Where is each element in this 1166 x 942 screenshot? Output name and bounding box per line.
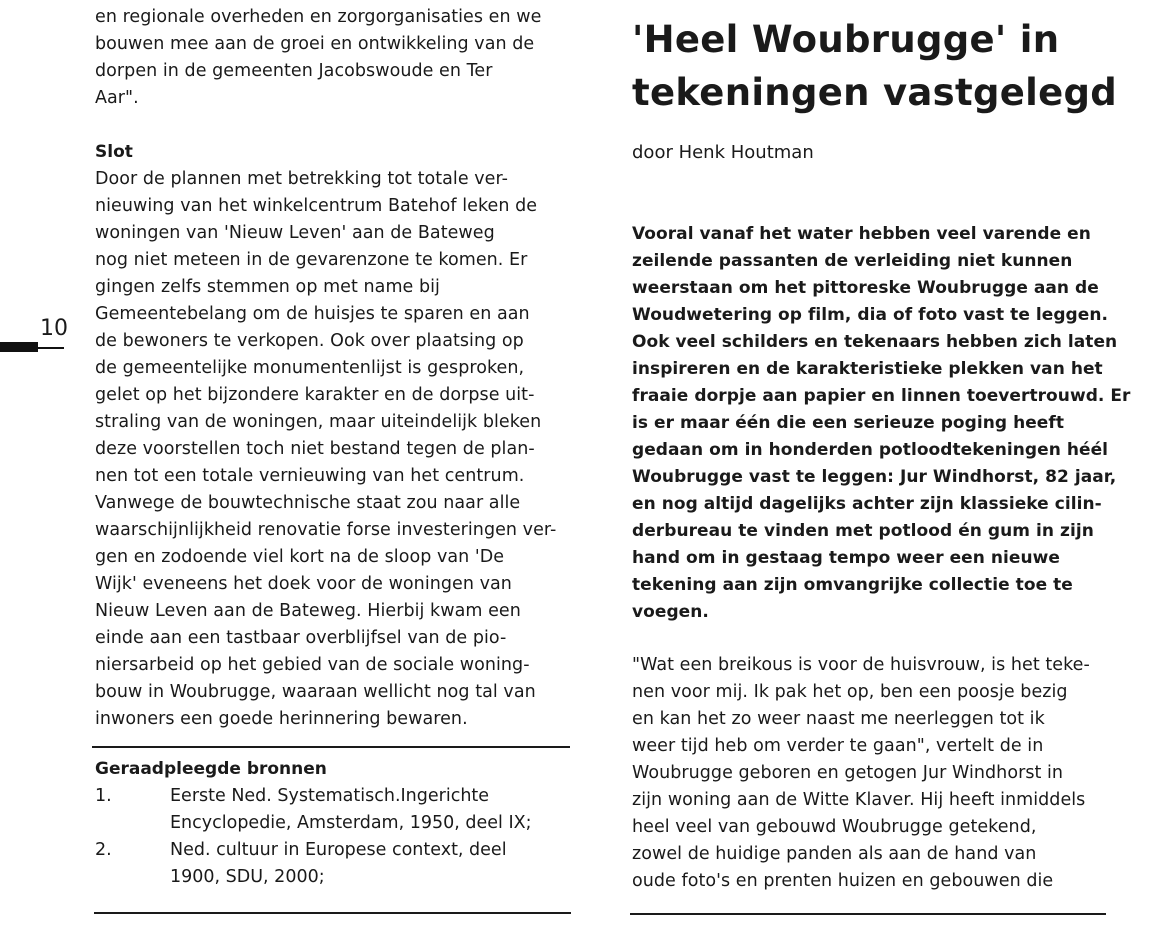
source-number: 2.: [95, 840, 112, 860]
left-intro-paragraph: [95, 4, 571, 112]
lead-paragraph: [632, 221, 1131, 626]
text-line: tekening aan zijn omvangrijke collectie toe te: [632, 575, 1073, 595]
text-line: Door de plannen met betrekking tot totale ver-: [95, 169, 508, 189]
source-line: Ned. cultuur in Europese context, deel: [170, 840, 507, 860]
text-line: inwoners een goede herinnering bewaren.: [95, 709, 468, 729]
text-line: Vooral vanaf het water hebben veel varende en: [632, 224, 1091, 244]
text-line: weer tijd heb om verder te gaan", vertelt de in: [632, 736, 1044, 756]
text-line: hand om in gestaag tempo weer een nieuwe: [632, 548, 1060, 568]
source-number: 1.: [95, 786, 112, 806]
text-line: nen tot een totale vernieuwing van het centrum.: [95, 466, 525, 486]
text-line: niersarbeid op het gebied van de sociale woning-: [95, 655, 530, 675]
page-marker-bar: [0, 342, 38, 352]
sources-list: [95, 783, 571, 891]
bottom-divider-right: [630, 913, 1106, 915]
text-line: Vanwege de bouwtechnische staat zou naar alle: [95, 493, 521, 513]
body-paragraph: [632, 652, 1108, 895]
text-line: einde aan een tastbaar overblijfsel van de pio-: [95, 628, 507, 648]
text-line: nog niet meteen in de gevarenzone te komen. Er: [95, 250, 528, 270]
text-line: is er maar één die een serieuze poging heeft: [632, 413, 1065, 433]
text-line: zowel de huidige panden als aan de hand van: [632, 844, 1037, 864]
text-line: woningen van 'Nieuw Leven' aan de Bateweg: [95, 223, 495, 243]
text-line: bouwen mee aan de groei en ontwikkeling van de: [95, 34, 535, 54]
source-item: [95, 837, 571, 891]
text-line: deze voorstellen toch niet bestand tegen de plan-: [95, 439, 535, 459]
bottom-divider-left: [94, 912, 571, 914]
text-line: Ook veel schilders en tekenaars hebben zich laten: [632, 332, 1118, 352]
page-number: 10: [40, 316, 68, 341]
text-line: dorpen in de gemeenten Jacobswoude en Ter: [95, 61, 493, 81]
text-line: Aar".: [95, 88, 139, 108]
text-line: gingen zelfs stemmen op met name bij: [95, 277, 440, 297]
section-divider: [92, 746, 570, 748]
text-line: derbureau te vinden met potlood én gum in zijn: [632, 521, 1094, 541]
text-line: nen voor mij. Ik pak het op, ben een poosje bezig: [632, 682, 1068, 702]
text-line: waarschijnlijkheid renovatie forse investeringen ver-: [95, 520, 557, 540]
text-line: de bewoners te verkopen. Ook over plaatsing op: [95, 331, 524, 351]
text-line: Woudwetering op film, dia of foto vast te leggen.: [632, 305, 1109, 325]
slot-heading: Slot: [95, 142, 133, 162]
text-line: nieuwing van het winkelcentrum Batehof leken de: [95, 196, 538, 216]
text-line: heel veel van gebouwd Woubrugge getekend,: [632, 817, 1037, 837]
article-title: [632, 12, 1117, 118]
text-line: zijn woning aan de Witte Klaver. Hij heeft inmiddels: [632, 790, 1086, 810]
sources-heading: Geraadpleegde bronnen: [95, 759, 327, 779]
slot-paragraph: [95, 166, 571, 733]
source-line: Encyclopedie, Amsterdam, 1950, deel IX;: [170, 813, 532, 833]
text-line: voegen.: [632, 602, 709, 622]
text-line: bouw in Woubrugge, waaraan wellicht nog tal van: [95, 682, 536, 702]
text-line: gen en zodoende viel kort na de sloop van 'De: [95, 547, 505, 567]
title-line: tekeningen vastgelegd: [632, 71, 1118, 114]
text-line: straling van de woningen, maar uiteindelijk bleken: [95, 412, 542, 432]
text-line: "Wat een breikous is voor de huisvrouw, is het teke-: [632, 655, 1090, 675]
source-line: 1900, SDU, 2000;: [170, 867, 325, 887]
text-line: gedaan om in honderden potloodtekeningen héél: [632, 440, 1109, 460]
title-line: 'Heel Woubrugge' in: [632, 18, 1060, 61]
text-line: Woubrugge geboren en getogen Jur Windhorst in: [632, 763, 1064, 783]
text-line: zeilende passanten de verleiding niet kunnen: [632, 251, 1073, 271]
text-line: fraaie dorpje aan papier en linnen toevertrouwd. Er: [632, 386, 1131, 406]
text-line: en kan het zo weer naast me neerleggen tot ik: [632, 709, 1045, 729]
text-line: oude foto's en prenten huizen en gebouwen die: [632, 871, 1054, 891]
page-marker-line: [38, 347, 64, 349]
text-line: Nieuw Leven aan de Bateweg. Hierbij kwam een: [95, 601, 521, 621]
source-item: [95, 783, 571, 837]
text-line: en regionale overheden en zorgorganisaties en we: [95, 7, 542, 27]
source-line: Eerste Ned. Systematisch.Ingerichte: [170, 786, 490, 806]
text-line: en nog altijd dagelijks achter zijn klassieke cilin-: [632, 494, 1102, 514]
text-line: Gemeentebelang om de huisjes te sparen en aan: [95, 304, 530, 324]
text-line: de gemeentelijke monumentenlijst is gesproken,: [95, 358, 525, 378]
text-line: gelet op het bijzondere karakter en de dorpse uit-: [95, 385, 535, 405]
text-line: inspireren en de karakteristieke plekken van het: [632, 359, 1103, 379]
text-line: Wijk' eveneens het doek voor de woningen van: [95, 574, 512, 594]
article-byline: door Henk Houtman: [632, 142, 814, 163]
text-line: weerstaan om het pittoreske Woubrugge aan de: [632, 278, 1099, 298]
text-line: Woubrugge vast te leggen: Jur Windhorst, 82 jaar,: [632, 467, 1117, 487]
